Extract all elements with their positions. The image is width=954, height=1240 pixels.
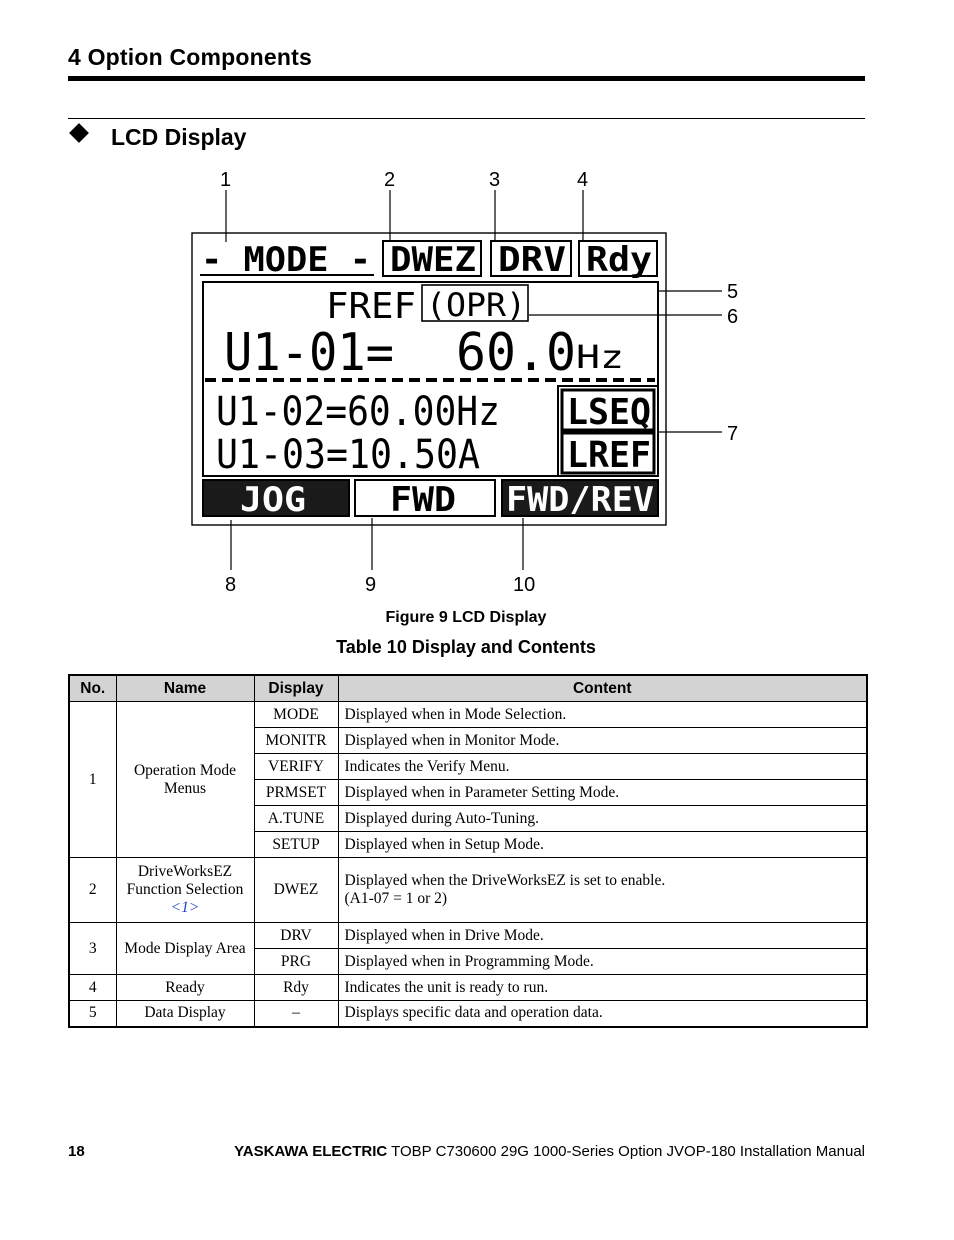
row-name: Data Display	[116, 1001, 254, 1027]
row-display: SETUP	[254, 832, 338, 858]
row-content: Displayed when in Monitor Mode.	[338, 728, 867, 754]
callout-10: 10	[513, 574, 536, 596]
callout-7: 7	[727, 423, 739, 445]
table-caption: Table 10 Display and Contents	[336, 637, 596, 657]
display-contents-table	[68, 674, 868, 1028]
diamond-bullet-icon	[69, 123, 89, 143]
callout-5: 5	[727, 281, 739, 303]
footer-brand: YASKAWA ELECTRIC	[234, 1143, 388, 1160]
row-name: Operation Mode Menus	[116, 702, 254, 858]
row-display: –	[254, 1001, 338, 1027]
header-name: Name	[116, 675, 254, 702]
row-display: DRV	[254, 923, 338, 949]
lcd-jog-key: JOG	[240, 480, 306, 520]
lcd-mode-label: - MODE -	[201, 240, 371, 280]
row-display: MODE	[254, 702, 338, 728]
row-display: MONITR	[254, 728, 338, 754]
row-name: Ready	[116, 975, 254, 1001]
section-title: LCD Display	[111, 124, 247, 150]
table-row	[69, 975, 867, 1001]
callout-1: 1	[220, 169, 232, 191]
lcd-main-value: 60.0	[456, 323, 576, 383]
row-display: DWEZ	[254, 858, 338, 923]
row-no: 1	[69, 702, 116, 858]
lcd-main-monitor: U1-01=	[224, 323, 394, 383]
lcd-drv-label: DRV	[498, 240, 566, 280]
row-name	[116, 858, 254, 923]
lcd-dwez-label: DWEZ	[390, 240, 476, 280]
row-content-line: (A1-07 = 1 or 2)	[344, 890, 448, 907]
page-number: 18	[68, 1143, 85, 1160]
callout-3: 3	[489, 169, 501, 191]
table-row	[69, 1001, 867, 1027]
lcd-fwdrev-key: FWD/REV	[506, 480, 654, 520]
lcd-sub-monitor-1: U1-02=60.00Hz	[216, 389, 500, 435]
row-display: Rdy	[254, 975, 338, 1001]
row-content: Displayed when in Programming Mode.	[338, 949, 867, 975]
lcd-fwd-key: FWD	[390, 480, 456, 520]
row-content-line: Displayed when the DriveWorksEZ is set to enable.	[344, 872, 666, 889]
row-content: Displayed when in Mode Selection.	[338, 702, 867, 728]
table-row	[69, 858, 867, 923]
row-no: 4	[69, 975, 116, 1001]
row-name-line: DriveWorksEZ	[137, 863, 233, 880]
lcd-opr-label: (OPR)	[426, 286, 526, 324]
lcd-lseq-label: LSEQ	[567, 392, 651, 433]
row-display: A.TUNE	[254, 806, 338, 832]
lcd-rdy-label: Rdy	[586, 240, 652, 280]
row-content: Displays specific data and operation data.	[338, 1001, 867, 1027]
row-no: 2	[69, 858, 116, 923]
row-no: 3	[69, 923, 116, 975]
footnote-ref-link[interactable]: <1>	[170, 899, 200, 916]
row-name-line: Function Selection	[126, 881, 244, 898]
figure-caption: Figure 9 LCD Display	[385, 609, 547, 626]
row-content: Indicates the Verify Menu.	[338, 754, 867, 780]
row-name: Mode Display Area	[116, 923, 254, 975]
chapter-title: 4 Option Components	[68, 44, 313, 70]
row-display: PRMSET	[254, 780, 338, 806]
lcd-fref-label: FREF	[326, 286, 416, 327]
lcd-sub-monitor-2: U1-03=10.50A	[216, 432, 480, 478]
footer-title-text: TOBP C730600 29G 1000-Series Option JVOP-180 Installation Manual	[387, 1143, 865, 1160]
row-display: VERIFY	[254, 754, 338, 780]
callout-6: 6	[727, 306, 739, 328]
table-row	[69, 923, 867, 949]
row-content	[338, 858, 867, 923]
callout-4: 4	[577, 169, 589, 191]
chapter-rule	[68, 76, 865, 81]
row-content: Displayed when in Setup Mode.	[338, 832, 867, 858]
section-rule	[68, 118, 865, 119]
lcd-main-unit: Hz	[576, 338, 624, 376]
header-display: Display	[254, 675, 338, 702]
row-content: Displayed when in Drive Mode.	[338, 923, 867, 949]
row-no: 5	[69, 1001, 116, 1027]
lcd-lref-label: LREF	[567, 435, 651, 476]
callout-9: 9	[365, 574, 377, 596]
callout-8: 8	[225, 574, 237, 596]
header-content: Content	[338, 675, 867, 702]
table-row	[69, 702, 867, 728]
row-content: Displayed when in Parameter Setting Mode.	[338, 780, 867, 806]
row-content: Displayed during Auto-Tuning.	[338, 806, 867, 832]
row-display: PRG	[254, 949, 338, 975]
lcd-display-figure	[190, 160, 760, 600]
callout-2: 2	[384, 169, 396, 191]
header-no: No.	[69, 675, 116, 702]
footer-doc-title	[234, 1143, 865, 1160]
row-content: Indicates the unit is ready to run.	[338, 975, 867, 1001]
